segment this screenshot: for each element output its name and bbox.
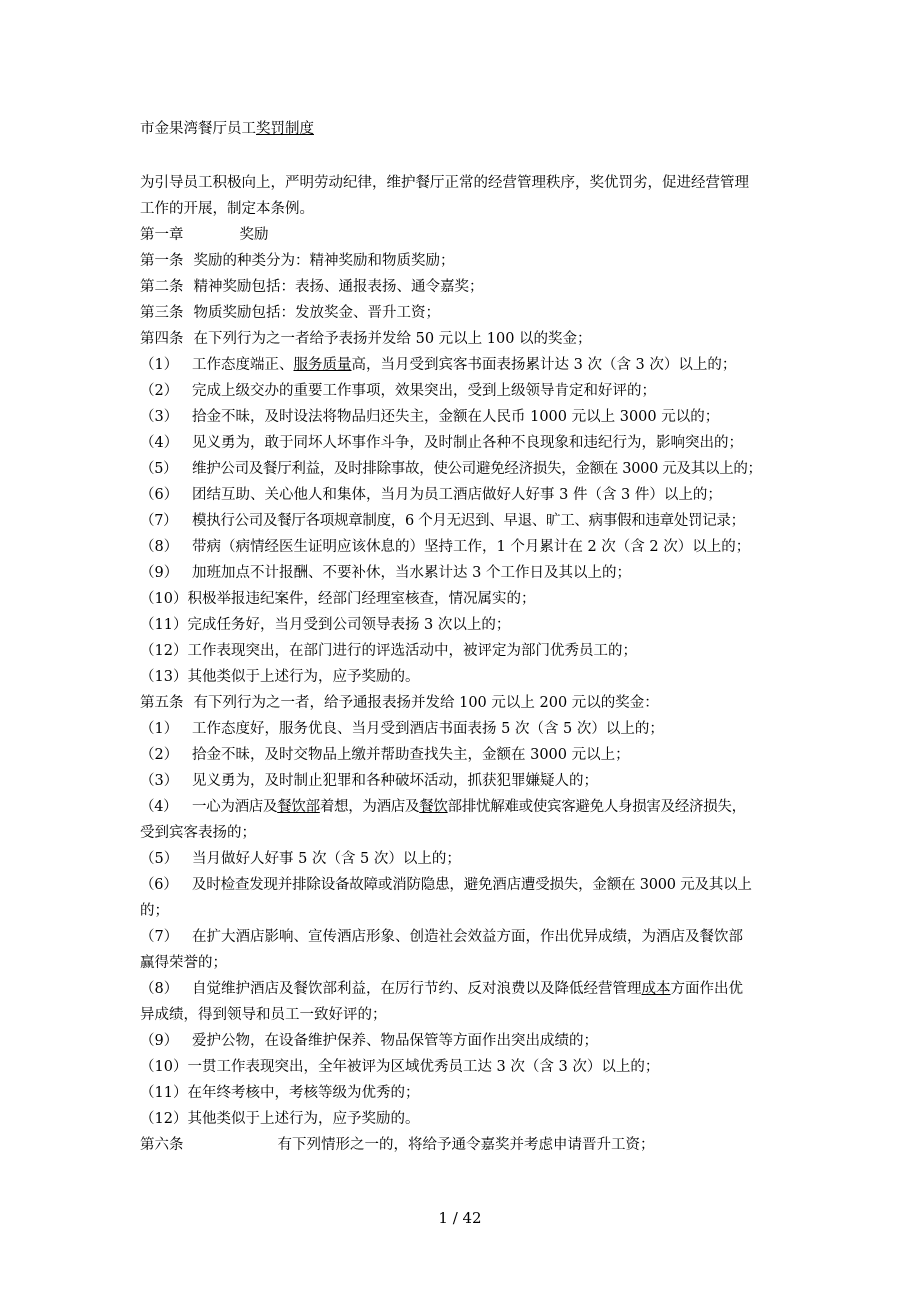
article-text: 有下列情形之一的，将给予通令嘉奖并考虑申请晋升工资；	[277, 1137, 655, 1153]
item-text-underlined: 成本	[641, 981, 671, 997]
intro-paragraph-line: 工作的开展，制定本条例。	[140, 201, 314, 217]
list-item	[140, 716, 782, 742]
article-number: 第二条	[140, 279, 184, 295]
item-text: 带病（病情经医生证明应该休息的）坚持工作，1 个月累计在 2 次（含 2 次）以上的；	[192, 539, 751, 555]
article-2	[140, 274, 782, 300]
item-text: 加班加点不计报酬、不要补休，当水累计达 3 个工作日及其以上的；	[192, 565, 631, 581]
document-title	[140, 118, 314, 140]
item-text: 一心为酒店及	[192, 799, 278, 815]
article-number: 第一条	[140, 253, 184, 269]
article-1	[140, 248, 782, 274]
chapter-number: 第一章	[140, 227, 184, 243]
list-item	[140, 976, 782, 1002]
article-text: 精神奖励包括：表扬、通报表扬、通令嘉奖；	[193, 279, 484, 295]
item-text: 方面作出优	[670, 981, 743, 997]
list-item-continuation: 受到宾客表扬的；	[140, 825, 256, 841]
item-text: 见义勇为，敢于同坏人坏事作斗争，及时制止各种不良现象和违纪行为，影响突出的；	[192, 435, 743, 451]
page-separator: /	[447, 1209, 463, 1227]
item-text-underlined: 餐饮部	[277, 799, 320, 815]
list-item	[140, 534, 782, 560]
item-text: 拾金不昧，及时交物品上缴并帮助查找失主，金额在 3000 元以上；	[192, 747, 630, 763]
title-underlined: 奖罚制度	[256, 121, 314, 137]
list-item: （11）完成任务好，当月受到公司领导表扬 3 次以上的；	[140, 617, 511, 633]
item-text: 见义勇为，及时制止犯罪和各种破坏活动，抓获犯罪嫌疑人的；	[192, 773, 598, 789]
item-text: 拾金不昧，及时设法将物品归还失主，金额在人民币 1000 元以上 3000 元以的；	[192, 409, 720, 425]
list-item: （11）在年终考核中，考核等级为优秀的；	[140, 1085, 420, 1101]
list-item	[140, 482, 782, 508]
list-item	[140, 768, 782, 794]
article-text: 奖励的种类分为：精神奖励和物质奖励；	[193, 253, 455, 269]
list-item: （10）积极举报违纪案件，经部门经理室核查，情况属实的；	[140, 591, 536, 607]
item-number: （7）	[140, 929, 179, 945]
item-number: （6）	[140, 877, 178, 893]
item-text-underlined: 服务质量	[293, 357, 352, 373]
item-number: （8）	[140, 981, 179, 997]
item-text: 维护公司及餐厅利益，及时排除事故，使公司避免经济损失，金额在 3000 元及其以上的；	[192, 461, 762, 477]
item-number: （5）	[140, 851, 179, 867]
item-number: （4）	[140, 799, 178, 815]
intro-paragraph-line: 为引导员工积极向上，严明劳动纪律，维护餐厅正常的经营管理秩序，奖优罚劣，促进经营管理	[140, 175, 749, 191]
chapter-heading	[140, 222, 782, 248]
article-number: 第五条	[140, 695, 184, 711]
item-text: 工作态度端正、	[192, 357, 294, 373]
list-item	[140, 378, 782, 404]
document-body	[140, 170, 782, 1158]
list-item	[140, 924, 782, 950]
item-text: 当月做好人好事 5 次（含 5 次）以上的；	[192, 851, 461, 867]
item-number: （7）	[140, 513, 178, 529]
list-item	[140, 352, 782, 378]
article-4	[140, 326, 782, 352]
list-item	[140, 1028, 782, 1054]
item-number: （1）	[140, 357, 179, 373]
item-number: （4）	[140, 435, 179, 451]
list-item	[140, 430, 782, 456]
chapter-name: 奖励	[239, 227, 269, 243]
list-item-continuation: 的；	[140, 903, 169, 919]
item-number: （5）	[140, 461, 178, 477]
item-text: 爱护公物，在设备维护保养、物品保管等方面作出突出成绩的；	[192, 1033, 598, 1049]
article-text: 在下列行为之一者给予表扬并发给 50 元以上 100 以的奖金；	[193, 331, 592, 347]
item-text: 及时检查发现并排除设备故障或消防隐患，避免酒店遭受损失，金额在 3000 元及其以上	[192, 877, 752, 893]
item-number: （9）	[140, 1033, 179, 1049]
item-text: 工作态度好，服务优良、当月受到酒店书面表扬 5 次（含 5 次）以上的；	[192, 721, 664, 737]
list-item	[140, 742, 782, 768]
item-number: （2）	[140, 383, 179, 399]
list-item	[140, 872, 782, 898]
item-text: 着想，为酒店及	[319, 799, 420, 815]
item-text: 完成上级交办的重要工作事项，效果突出，受到上级领导肯定和好评的；	[192, 383, 656, 399]
list-item	[140, 508, 782, 534]
item-text: 在扩大酒店影响、宣传酒店形象、创造社会效益方面，作出优异成绩，为酒店及餐饮部	[192, 929, 743, 945]
list-item-continuation: 赢得荣誉的；	[140, 955, 227, 971]
article-number: 第六条	[140, 1137, 184, 1153]
article-text: 有下列行为之一者，给予通报表扬并发给 100 元以上 200 元以的奖金：	[193, 695, 659, 711]
article-number: 第四条	[140, 331, 184, 347]
item-number: （2）	[140, 747, 179, 763]
page-total: 42	[462, 1209, 482, 1227]
item-number: （8）	[140, 539, 179, 555]
item-text: 自觉维护酒店及餐饮部利益，在厉行节约、反对浪费以及降低经营管理	[192, 981, 642, 997]
article-text: 物质奖励包括：发放奖金、晋升工资；	[193, 305, 440, 321]
article-number: 第三条	[140, 305, 184, 321]
list-item	[140, 560, 782, 586]
list-item: （13）其他类似于上述行为，应予奖励的。	[140, 669, 420, 685]
item-text-underlined: 餐饮	[419, 799, 448, 815]
item-number: （6）	[140, 487, 179, 503]
item-number: （1）	[140, 721, 179, 737]
item-number: （9）	[140, 565, 179, 581]
item-text: 高，当月受到宾客书面表扬累计达 3 次（含 3 次）以上的；	[351, 357, 737, 373]
item-text: 团结互助、关心他人和集体，当月为员工酒店做好人好事 3 件（含 3 件）以上的；	[192, 487, 722, 503]
list-item: （10）一贯工作表现突出，全年被评为区域优秀员工达 3 次（含 3 次）以上的；	[140, 1059, 660, 1075]
list-item	[140, 404, 782, 430]
list-item: （12）工作表现突出，在部门进行的评选活动中，被评定为部门优秀员工的；	[140, 643, 637, 659]
item-text: 模执行公司及餐厅各项规章制度，6 个月无迟到、早退、旷工、病事假和违章处罚记录；	[192, 513, 745, 529]
article-3	[140, 300, 782, 326]
list-item	[140, 794, 782, 820]
list-item	[140, 846, 782, 872]
article-6	[140, 1132, 782, 1158]
item-number: （3）	[140, 773, 179, 789]
list-item	[140, 456, 782, 482]
item-number: （3）	[140, 409, 179, 425]
item-text: 部排忧解难或使宾客避免人身损害及经济损失，	[447, 799, 746, 815]
list-item: （12）其他类似于上述行为，应予奖励的。	[140, 1111, 420, 1127]
article-5	[140, 690, 782, 716]
list-item-continuation: 异成绩，得到领导和员工一致好评的；	[140, 1007, 387, 1023]
page-current: 1	[438, 1209, 448, 1227]
title-prefix: 市金果湾餐厅员工	[140, 121, 256, 137]
page-number	[0, 1208, 920, 1228]
